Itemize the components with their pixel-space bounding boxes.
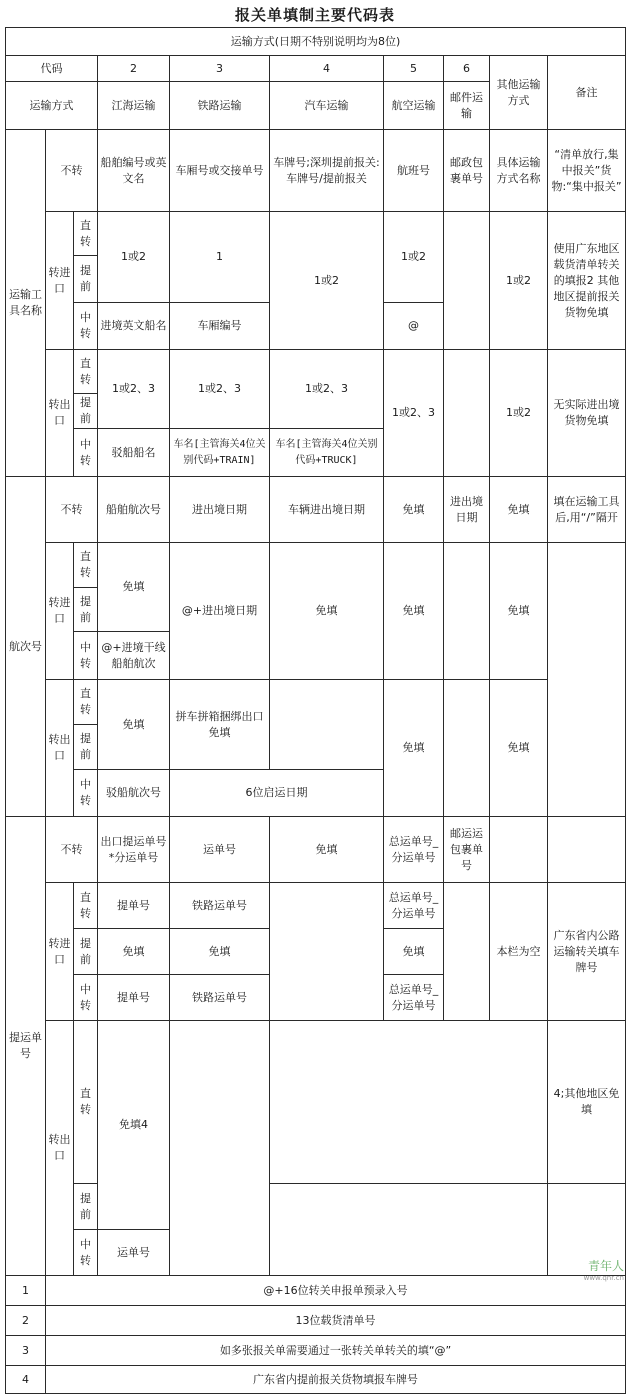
code-label: 代码 — [6, 56, 98, 82]
mode-rail: 铁路运输 — [170, 82, 270, 130]
tool-in-mid-rail: 车厢编号 — [170, 303, 270, 350]
tool-out-mail — [444, 350, 490, 477]
voyage-in-direct: 直转 — [74, 543, 98, 588]
bill-not-transfer: 不转 — [46, 817, 98, 883]
tool-nt-note: “清单放行,集中报关”货物:“集中报关” — [548, 130, 626, 212]
footer-code-4: 4 — [6, 1366, 46, 1394]
voyage-transfer-out: 转出口 — [46, 680, 74, 817]
bill-in-mid-sea: 提单号 — [98, 975, 170, 1021]
bill-nt-other — [490, 817, 548, 883]
tool-out-mid-road: 车名[主管海关4位关别代码+TRUCK] — [270, 429, 384, 477]
voyage-out-air: 免填 — [384, 680, 444, 817]
code-4: 4 — [270, 56, 384, 82]
tool-nt-other: 具体运输方式名称 — [490, 130, 548, 212]
tool-out-rail: 1或2、3 — [170, 350, 270, 429]
bill-in-adv-sea: 免填 — [98, 929, 170, 975]
voyage-nt-note: 填在运输工具后,用“/”隔开 — [548, 477, 626, 543]
bill-transfer-out: 转出口 — [46, 1021, 74, 1276]
tool-not-transfer: 不转 — [46, 130, 98, 212]
mode-road: 汽车运输 — [270, 82, 384, 130]
voyage-out-mid-sea: 驳船航次号 — [98, 770, 170, 817]
section-tool: 运输工具名称 — [6, 130, 46, 477]
bill-in-adv-air: 免填 — [384, 929, 444, 975]
bill-nt-mail: 邮运运包裹单号 — [444, 817, 490, 883]
footer-text-4: 广东省内提前报关货物填报车牌号 — [46, 1366, 626, 1394]
bill-nt-note — [548, 817, 626, 883]
tool-out-sea: 1或2、3 — [98, 350, 170, 429]
code-table — [5, 27, 626, 1394]
tool-nt-sea: 船舶编号或英文名 — [98, 130, 170, 212]
bill-in-direct-sea: 提单号 — [98, 883, 170, 929]
voyage-out-advance: 提前 — [74, 725, 98, 770]
voyage-in-mail — [444, 543, 490, 680]
tool-out-mid-rail: 车名[主管海关4位关别代码+TRAIN] — [170, 429, 270, 477]
voyage-in-road: 免填 — [270, 543, 384, 680]
tool-out-note: 无实际进出境货物免填 — [548, 350, 626, 477]
bill-nt-rail: 运单号 — [170, 817, 270, 883]
footer-text-2: 13位载货清单号 — [46, 1306, 626, 1336]
bill-out-top-band — [270, 1021, 548, 1184]
voyage-note — [548, 543, 626, 817]
voyage-out-mail — [444, 680, 490, 817]
voyage-in-middle: 中转 — [74, 632, 98, 680]
bill-in-adv-rail: 免填 — [170, 929, 270, 975]
tool-in-air: 1或2 — [384, 212, 444, 303]
tool-in-mid-air: @ — [384, 303, 444, 350]
bill-out-middle: 中转 — [74, 1230, 98, 1276]
voyage-in-advance: 提前 — [74, 588, 98, 632]
bill-in-direct-rail: 铁路运单号 — [170, 883, 270, 929]
voyage-nt-other: 免填 — [490, 477, 548, 543]
bill-in-direct-air: 总运单号_分运单号 — [384, 883, 444, 929]
bill-in-mid-air: 总运单号_分运单号 — [384, 975, 444, 1021]
voyage-in-sea: 免填 — [98, 543, 170, 632]
voyage-in-other: 免填 — [490, 543, 548, 680]
voyage-out-other: 免填 — [490, 680, 548, 817]
tool-in-direct: 直转 — [74, 212, 98, 256]
voyage-not-transfer: 不转 — [46, 477, 98, 543]
voyage-in-air: 免填 — [384, 543, 444, 680]
voyage-nt-rail: 进出境日期 — [170, 477, 270, 543]
tool-nt-air: 航班号 — [384, 130, 444, 212]
tool-in-middle: 中转 — [74, 303, 98, 350]
tool-out-other: 1或2 — [490, 350, 548, 477]
voyage-out-road — [270, 680, 384, 770]
tool-in-rail: 1 — [170, 212, 270, 303]
section-bill: 提运单号 — [6, 817, 46, 1276]
code-5: 5 — [384, 56, 444, 82]
tool-in-note: 使用广东地区载货清单转关的填报2 其他地区提前报关货物免填 — [548, 212, 626, 350]
bill-in-note: 广东省内公路运输转关填车牌号 — [548, 883, 626, 1021]
mode-mail: 邮件运输 — [444, 82, 490, 130]
mode-other: 其他运输方式 — [490, 56, 548, 130]
bill-nt-road: 免填 — [270, 817, 384, 883]
header-banner: 运输方式(日期不特别说明均为8位) — [6, 28, 626, 56]
footer-text-1: @+16位转关申报单预录入号 — [46, 1276, 626, 1306]
footer-code-2: 2 — [6, 1306, 46, 1336]
bill-in-direct: 直转 — [74, 883, 98, 929]
tool-in-mail — [444, 212, 490, 350]
tool-out-direct: 直转 — [74, 350, 98, 394]
bill-in-mid-rail: 铁路运单号 — [170, 975, 270, 1021]
footer-code-3: 3 — [6, 1336, 46, 1366]
mode-sea: 江海运输 — [98, 82, 170, 130]
voyage-nt-mail: 进出境日期 — [444, 477, 490, 543]
tool-out-air: 1或2、3 — [384, 350, 444, 477]
tool-out-road: 1或2、3 — [270, 350, 384, 429]
footer-text-3: 如多张报关单需要通过一张转关单转关的填“@” — [46, 1336, 626, 1366]
bill-out-sea: 免填4 — [98, 1021, 170, 1230]
bill-in-road — [270, 883, 384, 1021]
tool-transfer-out: 转出口 — [46, 350, 74, 477]
tool-nt-rail: 车厢号或交接单号 — [170, 130, 270, 212]
bill-in-middle: 中转 — [74, 975, 98, 1021]
bill-in-other: 本栏为空 — [490, 883, 548, 1021]
tool-out-advance: 提前 — [74, 394, 98, 429]
tool-in-mid-sea: 进境英文船名 — [98, 303, 170, 350]
voyage-nt-road: 车辆进出境日期 — [270, 477, 384, 543]
mode-label: 运输方式 — [6, 82, 98, 130]
voyage-out-mid-date: 6位启运日期 — [170, 770, 384, 817]
voyage-transfer-in: 转进口 — [46, 543, 74, 680]
code-3: 3 — [170, 56, 270, 82]
tool-in-sea: 1或2 — [98, 212, 170, 303]
bill-out-other: 4;其他地区免填 — [548, 1021, 626, 1184]
footer-code-1: 1 — [6, 1276, 46, 1306]
bill-out-advance: 提前 — [74, 1184, 98, 1230]
bill-nt-air: 总运单号_分运单号 — [384, 817, 444, 883]
voyage-out-rail: 拼车拼箱捆绑出口免填 — [170, 680, 270, 770]
bill-out-lower-band — [270, 1184, 548, 1276]
tool-in-advance: 提前 — [74, 256, 98, 303]
bill-transfer-in: 转进口 — [46, 883, 74, 1021]
bill-nt-sea: 出口提运单号*分运单号 — [98, 817, 170, 883]
tool-in-road: 1或2 — [270, 212, 384, 350]
voyage-out-sea: 免填 — [98, 680, 170, 770]
code-6: 6 — [444, 56, 490, 82]
watermark-brand: 青年人 — [587, 1259, 624, 1273]
code-2: 2 — [98, 56, 170, 82]
voyage-nt-air: 免填 — [384, 477, 444, 543]
voyage-nt-sea: 船舶航次号 — [98, 477, 170, 543]
bill-out-direct: 直转 — [74, 1021, 98, 1184]
mode-note: 备注 — [548, 56, 626, 130]
tool-nt-mail: 邮政包裹单号 — [444, 130, 490, 212]
section-voyage: 航次号 — [6, 477, 46, 817]
tool-nt-road: 车牌号;深圳提前报关:车牌号/提前报关 — [270, 130, 384, 212]
tool-in-other: 1或2 — [490, 212, 548, 350]
tool-out-middle: 中转 — [74, 429, 98, 477]
voyage-in-mid-sea: @+进境干线船舶航次 — [98, 632, 170, 680]
tool-out-mid-sea: 驳船船名 — [98, 429, 170, 477]
voyage-in-rail: @+进出境日期 — [170, 543, 270, 680]
tool-transfer-in: 转进口 — [46, 212, 74, 350]
bill-in-mail — [444, 883, 490, 1021]
bill-out-rail — [170, 1021, 270, 1276]
voyage-out-middle: 中转 — [74, 770, 98, 817]
watermark — [584, 1260, 624, 1284]
watermark-site: www.qnr.cn — [583, 1274, 624, 1282]
mode-air: 航空运输 — [384, 82, 444, 130]
voyage-out-direct: 直转 — [74, 680, 98, 725]
bill-in-advance: 提前 — [74, 929, 98, 975]
page-title: 报关单填制主要代码表 — [234, 6, 395, 24]
bill-out-mid-sea: 运单号 — [98, 1230, 170, 1276]
